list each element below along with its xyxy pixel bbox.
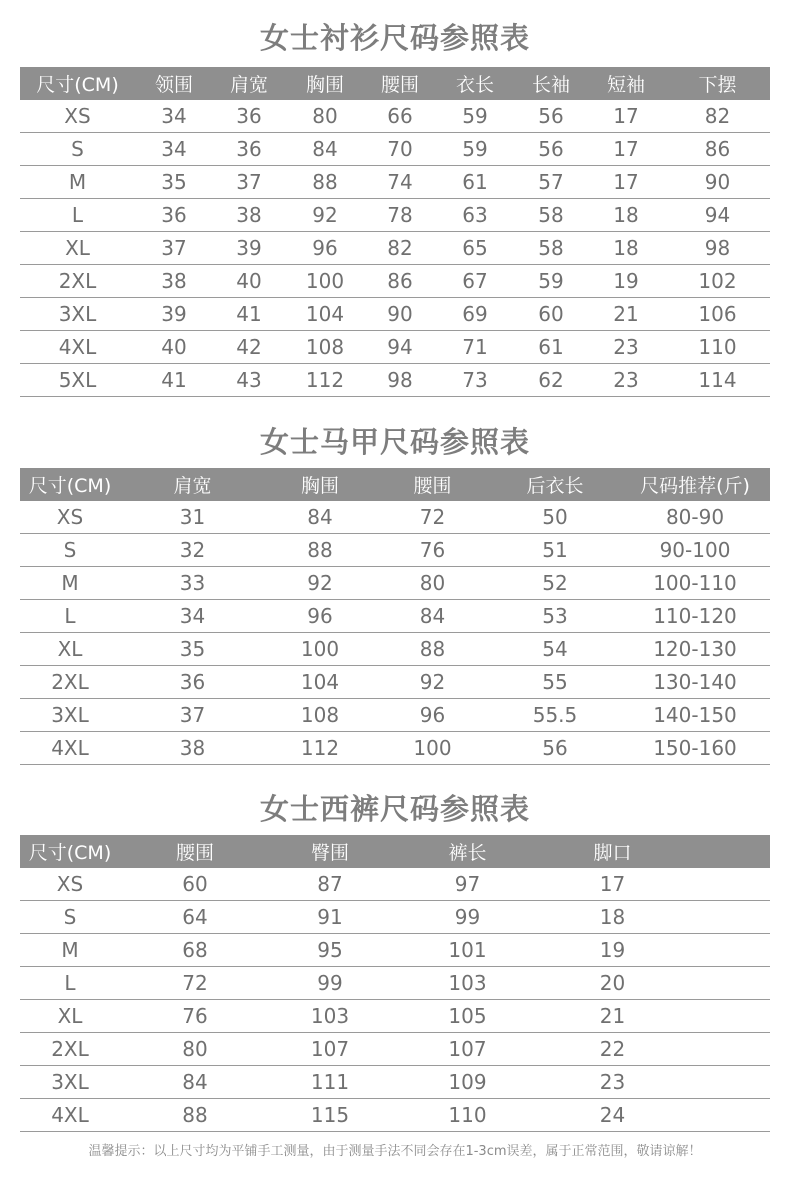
size-label-cell: M xyxy=(20,934,120,967)
table-row xyxy=(20,501,770,534)
pants-table-title: 女士西裤尺码参照表 xyxy=(259,792,530,826)
row-spacer-cell xyxy=(680,1000,770,1033)
size-label-cell: S xyxy=(20,133,135,166)
measurement-cell: 17 xyxy=(587,133,665,166)
measurement-cell: 90-100 xyxy=(620,534,770,567)
measurement-cell: 17 xyxy=(587,166,665,199)
measurement-cell: 36 xyxy=(120,666,265,699)
measurement-cell: 115 xyxy=(270,1099,390,1132)
measurement-cell: 78 xyxy=(365,199,435,232)
measurement-cell: 39 xyxy=(213,232,285,265)
measurement-cell: 106 xyxy=(665,298,770,331)
measurement-cell: 36 xyxy=(213,100,285,133)
measurement-cell: 38 xyxy=(213,199,285,232)
size-label-cell: 3XL xyxy=(20,298,135,331)
row-spacer-cell xyxy=(680,1066,770,1099)
size-label-cell: S xyxy=(20,901,120,934)
size-label-cell: XL xyxy=(20,232,135,265)
column-header: 后衣长 xyxy=(490,468,620,501)
measurement-cell: 38 xyxy=(120,732,265,765)
table-row xyxy=(20,666,770,699)
measurement-cell: 76 xyxy=(120,1000,270,1033)
measurement-cell: 100 xyxy=(375,732,490,765)
size-label-cell: 4XL xyxy=(20,331,135,364)
measurement-cell: 17 xyxy=(587,100,665,133)
measurement-cell: 35 xyxy=(135,166,213,199)
measurement-cell: 42 xyxy=(213,331,285,364)
table-row xyxy=(20,331,770,364)
measurement-cell: 18 xyxy=(587,199,665,232)
measurement-cell: 19 xyxy=(587,265,665,298)
footnote-tip: 温馨提示：以上尺寸均为平铺手工测量，由于测量手法不同会存在1-3cm误差，属于正常范围，敬请谅解！ xyxy=(88,1144,702,1159)
measurement-cell: 65 xyxy=(435,232,515,265)
measurement-cell: 110 xyxy=(390,1099,545,1132)
measurement-cell: 100-110 xyxy=(620,567,770,600)
table-row xyxy=(20,1000,770,1033)
size-label-cell: S xyxy=(20,534,120,567)
measurement-cell: 114 xyxy=(665,364,770,397)
measurement-cell: 34 xyxy=(135,133,213,166)
measurement-cell: 105 xyxy=(390,1000,545,1033)
measurement-cell: 31 xyxy=(120,501,265,534)
size-label-cell: 2XL xyxy=(20,265,135,298)
measurement-cell: 59 xyxy=(435,100,515,133)
measurement-cell: 94 xyxy=(365,331,435,364)
measurement-cell: 84 xyxy=(120,1066,270,1099)
table-row xyxy=(20,934,770,967)
measurement-cell: 54 xyxy=(490,633,620,666)
measurement-cell: 39 xyxy=(135,298,213,331)
pants-size-table xyxy=(20,835,770,1132)
measurement-cell: 21 xyxy=(587,298,665,331)
measurement-cell: 70 xyxy=(365,133,435,166)
size-label-cell: 4XL xyxy=(20,732,120,765)
table-row xyxy=(20,633,770,666)
measurement-cell: 84 xyxy=(265,501,375,534)
measurement-cell: 55 xyxy=(490,666,620,699)
table-row xyxy=(20,232,770,265)
table-row xyxy=(20,166,770,199)
size-label-cell: 5XL xyxy=(20,364,135,397)
measurement-cell: 99 xyxy=(270,967,390,1000)
measurement-cell: 34 xyxy=(135,100,213,133)
size-label-cell: L xyxy=(20,199,135,232)
size-label-cell: 2XL xyxy=(20,1033,120,1066)
measurement-cell: 98 xyxy=(365,364,435,397)
measurement-cell: 108 xyxy=(285,331,365,364)
column-header: 肩宽 xyxy=(120,468,265,501)
measurement-cell: 40 xyxy=(135,331,213,364)
measurement-cell: 24 xyxy=(545,1099,680,1132)
measurement-cell: 22 xyxy=(545,1033,680,1066)
table-row xyxy=(20,1099,770,1132)
measurement-cell: 57 xyxy=(515,166,587,199)
size-label-cell: XS xyxy=(20,868,120,901)
measurement-cell: 35 xyxy=(120,633,265,666)
size-label-cell: XL xyxy=(20,633,120,666)
table-row xyxy=(20,600,770,633)
measurement-cell: 140-150 xyxy=(620,699,770,732)
size-label-cell: L xyxy=(20,967,120,1000)
measurement-cell: 92 xyxy=(265,567,375,600)
table-row xyxy=(20,364,770,397)
measurement-cell: 38 xyxy=(135,265,213,298)
measurement-cell: 60 xyxy=(120,868,270,901)
measurement-cell: 56 xyxy=(490,732,620,765)
table-row xyxy=(20,298,770,331)
table-row xyxy=(20,534,770,567)
measurement-cell: 43 xyxy=(213,364,285,397)
measurement-cell: 95 xyxy=(270,934,390,967)
measurement-cell: 60 xyxy=(515,298,587,331)
measurement-cell: 37 xyxy=(213,166,285,199)
measurement-cell: 61 xyxy=(515,331,587,364)
measurement-cell: 102 xyxy=(665,265,770,298)
measurement-cell: 32 xyxy=(120,534,265,567)
measurement-cell: 23 xyxy=(545,1066,680,1099)
measurement-cell: 74 xyxy=(365,166,435,199)
measurement-cell: 91 xyxy=(270,901,390,934)
measurement-cell: 18 xyxy=(587,232,665,265)
measurement-cell: 101 xyxy=(390,934,545,967)
measurement-cell: 63 xyxy=(435,199,515,232)
table-row xyxy=(20,901,770,934)
measurement-cell: 100 xyxy=(285,265,365,298)
table-row xyxy=(20,100,770,133)
row-spacer-cell xyxy=(680,934,770,967)
measurement-cell: 76 xyxy=(375,534,490,567)
measurement-cell: 84 xyxy=(375,600,490,633)
measurement-cell: 90 xyxy=(665,166,770,199)
column-header: 胸围 xyxy=(285,67,365,100)
measurement-cell: 23 xyxy=(587,331,665,364)
measurement-cell: 36 xyxy=(213,133,285,166)
column-header: 尺寸(CM) xyxy=(20,468,120,501)
measurement-cell: 72 xyxy=(120,967,270,1000)
column-header: 短袖 xyxy=(587,67,665,100)
table-row xyxy=(20,967,770,1000)
measurement-cell: 62 xyxy=(515,364,587,397)
measurement-cell: 103 xyxy=(270,1000,390,1033)
measurement-cell: 97 xyxy=(390,868,545,901)
table-row xyxy=(20,133,770,166)
size-label-cell: 3XL xyxy=(20,699,120,732)
size-label-cell: M xyxy=(20,166,135,199)
row-spacer-cell xyxy=(680,1099,770,1132)
measurement-cell: 17 xyxy=(545,868,680,901)
table-row xyxy=(20,567,770,600)
measurement-cell: 86 xyxy=(365,265,435,298)
measurement-cell: 21 xyxy=(545,1000,680,1033)
measurement-cell: 82 xyxy=(665,100,770,133)
size-label-cell: XS xyxy=(20,501,120,534)
measurement-cell: 53 xyxy=(490,600,620,633)
row-spacer-cell xyxy=(680,868,770,901)
shirt-table-title: 女士衬衫尺码参照表 xyxy=(259,21,530,55)
measurement-cell: 103 xyxy=(390,967,545,1000)
measurement-cell: 107 xyxy=(390,1033,545,1066)
measurement-cell: 80-90 xyxy=(620,501,770,534)
measurement-cell: 88 xyxy=(265,534,375,567)
measurement-cell: 52 xyxy=(490,567,620,600)
measurement-cell: 104 xyxy=(285,298,365,331)
column-header: 下摆 xyxy=(665,67,770,100)
measurement-cell: 59 xyxy=(515,265,587,298)
size-label-cell: 3XL xyxy=(20,1066,120,1099)
measurement-cell: 98 xyxy=(665,232,770,265)
measurement-cell: 71 xyxy=(435,331,515,364)
measurement-cell: 130-140 xyxy=(620,666,770,699)
column-header: 肩宽 xyxy=(213,67,285,100)
table-row xyxy=(20,699,770,732)
measurement-cell: 51 xyxy=(490,534,620,567)
measurement-cell: 40 xyxy=(213,265,285,298)
measurement-cell: 68 xyxy=(120,934,270,967)
table-row xyxy=(20,732,770,765)
measurement-cell: 96 xyxy=(265,600,375,633)
header-spacer xyxy=(680,835,770,868)
column-header: 臀围 xyxy=(270,835,390,868)
measurement-cell: 94 xyxy=(665,199,770,232)
measurement-cell: 58 xyxy=(515,232,587,265)
measurement-cell: 99 xyxy=(390,901,545,934)
column-header: 胸围 xyxy=(265,468,375,501)
table-row xyxy=(20,868,770,901)
size-label-cell: XL xyxy=(20,1000,120,1033)
size-label-cell: XS xyxy=(20,100,135,133)
column-header: 尺寸(CM) xyxy=(20,835,120,868)
measurement-cell: 96 xyxy=(285,232,365,265)
vest-table-title: 女士马甲尺码参照表 xyxy=(259,425,530,459)
measurement-cell: 34 xyxy=(120,600,265,633)
table-row xyxy=(20,1066,770,1099)
measurement-cell: 92 xyxy=(375,666,490,699)
measurement-cell: 56 xyxy=(515,100,587,133)
measurement-cell: 18 xyxy=(545,901,680,934)
measurement-cell: 112 xyxy=(265,732,375,765)
measurement-cell: 55.5 xyxy=(490,699,620,732)
size-label-cell: 2XL xyxy=(20,666,120,699)
measurement-cell: 88 xyxy=(120,1099,270,1132)
column-header: 裤长 xyxy=(390,835,545,868)
row-spacer-cell xyxy=(680,901,770,934)
measurement-cell: 110 xyxy=(665,331,770,364)
measurement-cell: 67 xyxy=(435,265,515,298)
measurement-cell: 92 xyxy=(285,199,365,232)
column-header: 尺寸(CM) xyxy=(20,67,135,100)
column-header: 腰围 xyxy=(120,835,270,868)
measurement-cell: 104 xyxy=(265,666,375,699)
measurement-cell: 86 xyxy=(665,133,770,166)
measurement-cell: 56 xyxy=(515,133,587,166)
measurement-cell: 73 xyxy=(435,364,515,397)
measurement-cell: 37 xyxy=(135,232,213,265)
measurement-cell: 90 xyxy=(365,298,435,331)
measurement-cell: 88 xyxy=(375,633,490,666)
measurement-cell: 72 xyxy=(375,501,490,534)
measurement-cell: 41 xyxy=(213,298,285,331)
measurement-cell: 112 xyxy=(285,364,365,397)
measurement-cell: 37 xyxy=(120,699,265,732)
table-header-row xyxy=(20,468,770,501)
column-header: 腰围 xyxy=(365,67,435,100)
measurement-cell: 108 xyxy=(265,699,375,732)
vest-size-table xyxy=(20,468,770,765)
measurement-cell: 80 xyxy=(285,100,365,133)
measurement-cell: 61 xyxy=(435,166,515,199)
measurement-cell: 41 xyxy=(135,364,213,397)
measurement-cell: 50 xyxy=(490,501,620,534)
measurement-cell: 36 xyxy=(135,199,213,232)
measurement-cell: 96 xyxy=(375,699,490,732)
measurement-cell: 64 xyxy=(120,901,270,934)
column-header: 衣长 xyxy=(435,67,515,100)
size-label-cell: M xyxy=(20,567,120,600)
measurement-cell: 69 xyxy=(435,298,515,331)
measurement-cell: 110-120 xyxy=(620,600,770,633)
row-spacer-cell xyxy=(680,1033,770,1066)
measurement-cell: 111 xyxy=(270,1066,390,1099)
column-header: 领围 xyxy=(135,67,213,100)
measurement-cell: 109 xyxy=(390,1066,545,1099)
measurement-cell: 82 xyxy=(365,232,435,265)
table-row xyxy=(20,199,770,232)
size-label-cell: 4XL xyxy=(20,1099,120,1132)
row-spacer-cell xyxy=(680,967,770,1000)
measurement-cell: 58 xyxy=(515,199,587,232)
measurement-cell: 87 xyxy=(270,868,390,901)
measurement-cell: 59 xyxy=(435,133,515,166)
size-label-cell: L xyxy=(20,600,120,633)
column-header: 长袖 xyxy=(515,67,587,100)
measurement-cell: 66 xyxy=(365,100,435,133)
measurement-cell: 23 xyxy=(587,364,665,397)
measurement-cell: 20 xyxy=(545,967,680,1000)
measurement-cell: 33 xyxy=(120,567,265,600)
table-header-row xyxy=(20,67,770,100)
measurement-cell: 88 xyxy=(285,166,365,199)
shirt-size-table xyxy=(20,67,770,397)
column-header: 尺码推荐(斤) xyxy=(620,468,770,501)
measurement-cell: 100 xyxy=(265,633,375,666)
measurement-cell: 80 xyxy=(375,567,490,600)
table-row xyxy=(20,265,770,298)
table-row xyxy=(20,1033,770,1066)
table-header-row xyxy=(20,835,770,868)
measurement-cell: 120-130 xyxy=(620,633,770,666)
measurement-cell: 19 xyxy=(545,934,680,967)
measurement-cell: 107 xyxy=(270,1033,390,1066)
measurement-cell: 80 xyxy=(120,1033,270,1066)
measurement-cell: 150-160 xyxy=(620,732,770,765)
column-header: 腰围 xyxy=(375,468,490,501)
measurement-cell: 84 xyxy=(285,133,365,166)
column-header: 脚口 xyxy=(545,835,680,868)
